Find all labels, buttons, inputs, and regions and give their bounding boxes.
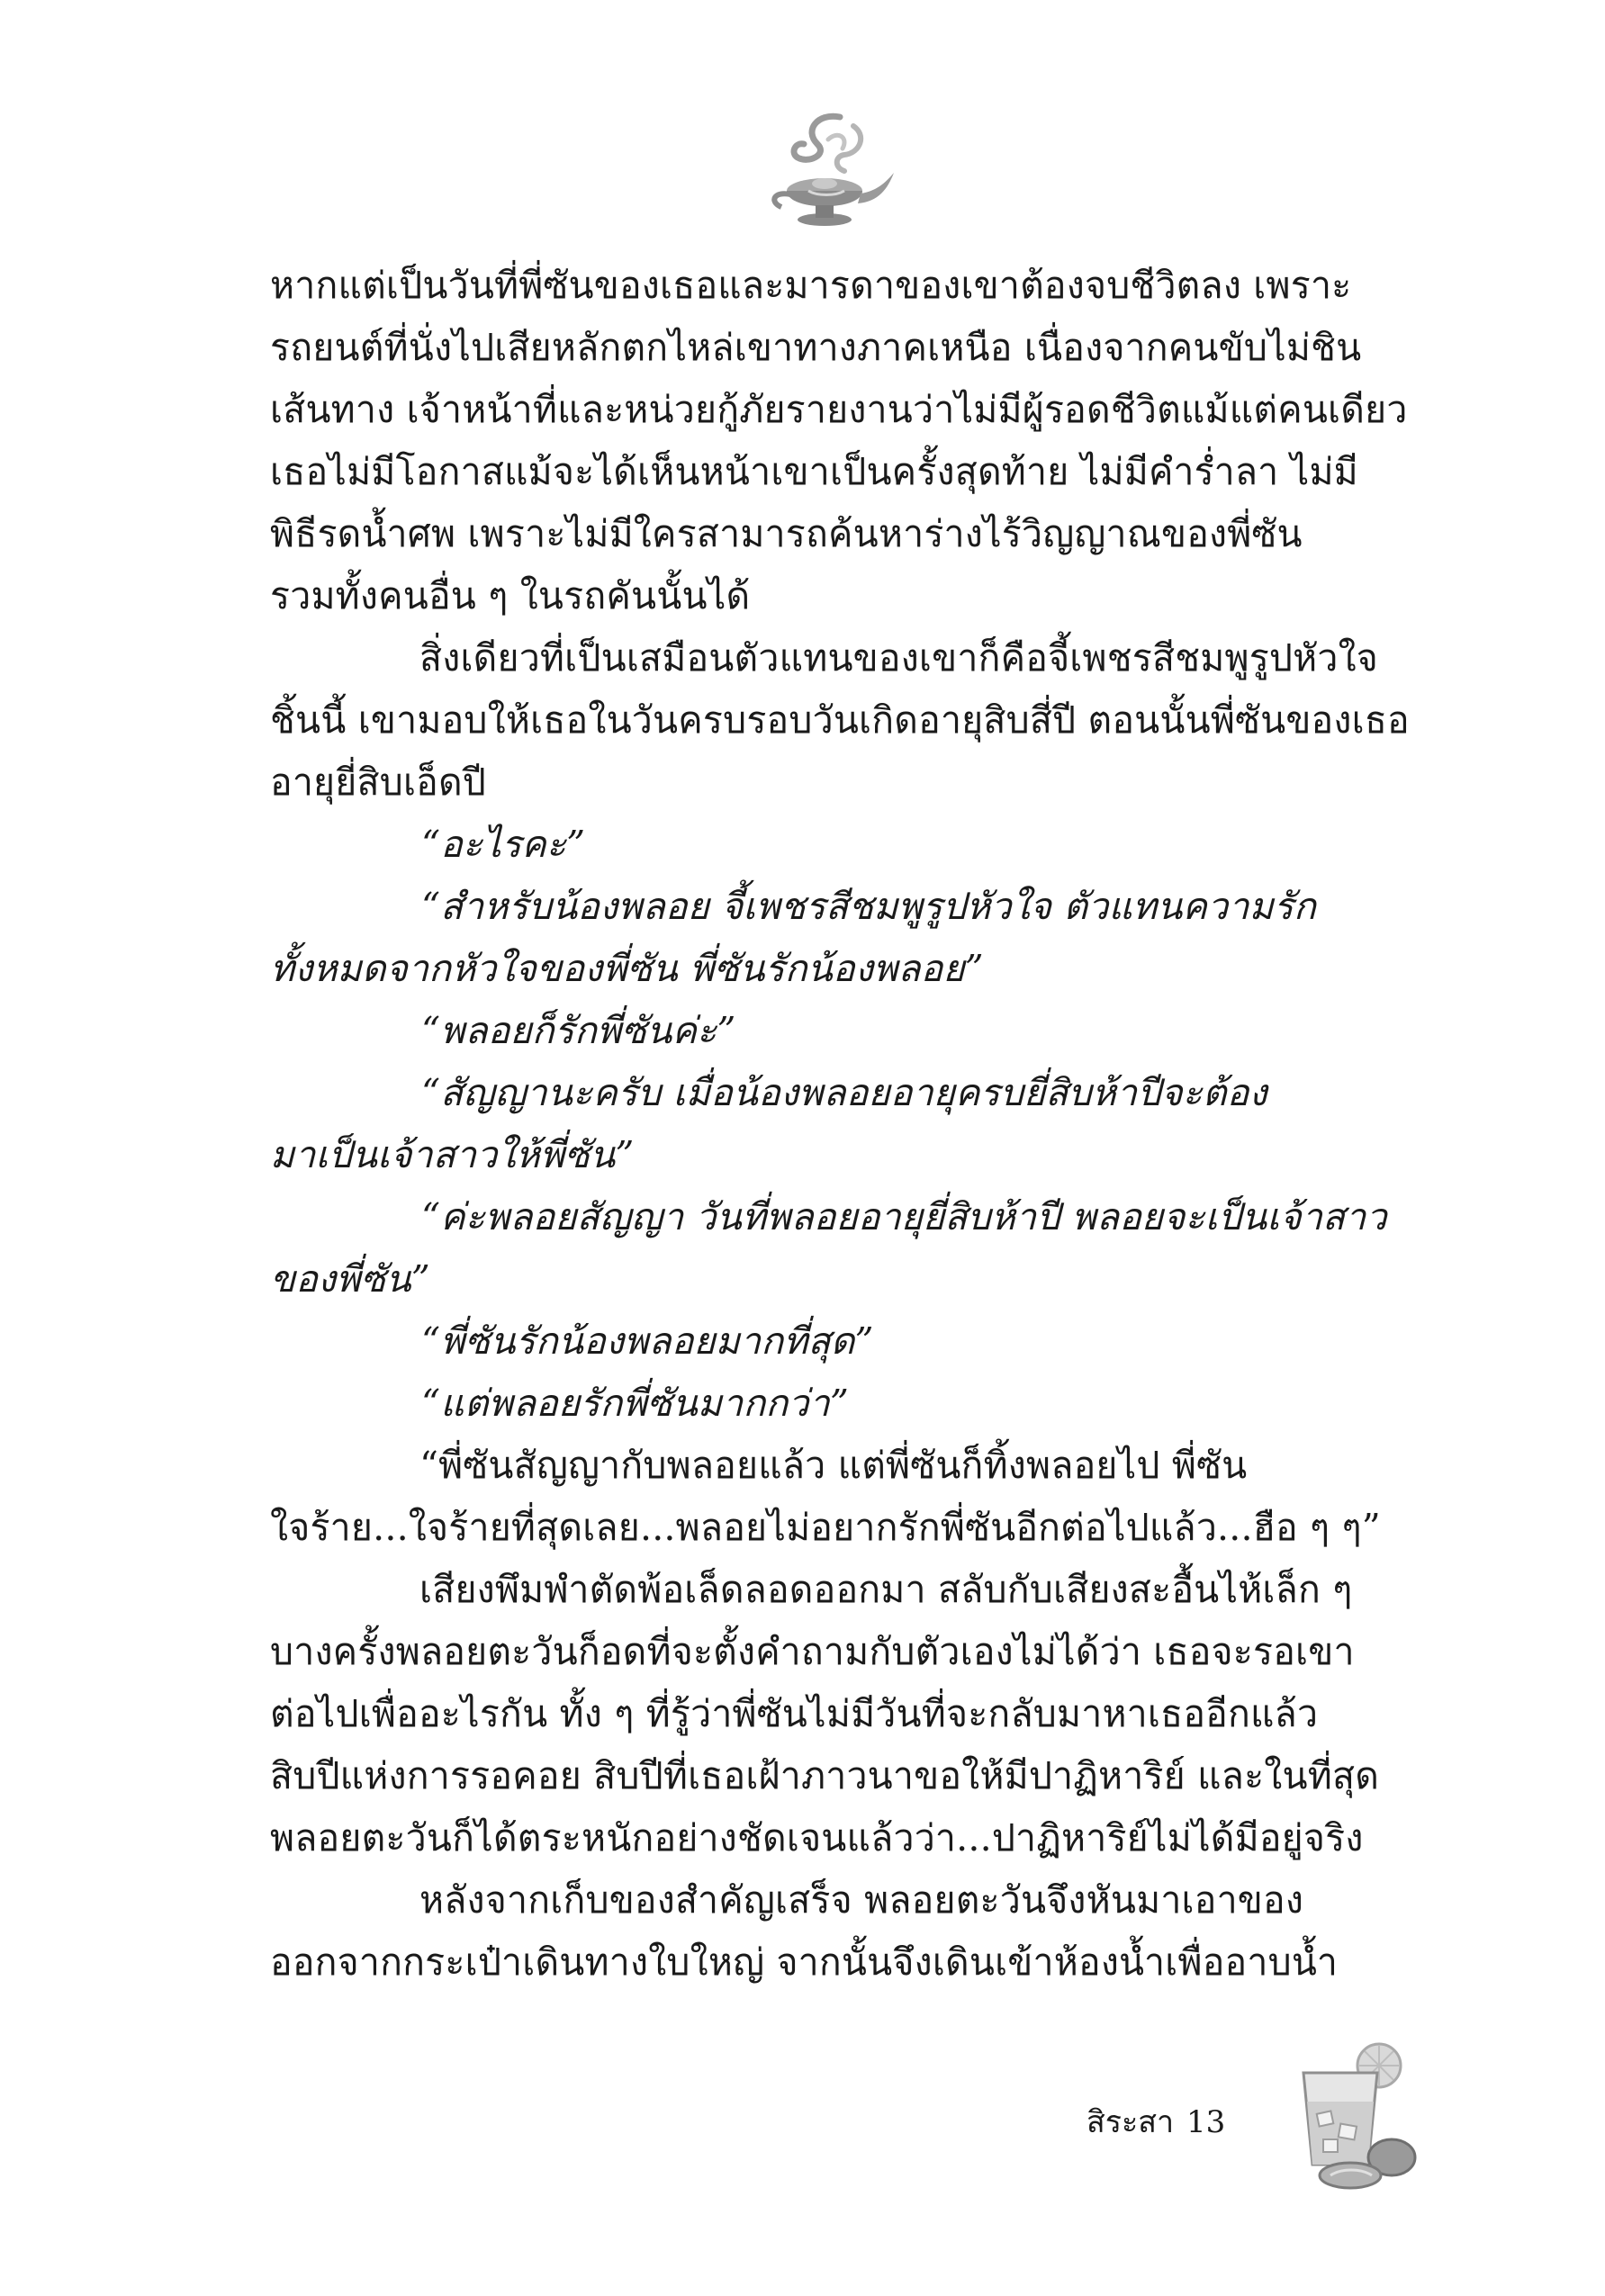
dialogue-paragraph: [270, 1435, 1413, 1559]
body-text: [270, 255, 1413, 1994]
dialogue-paragraph: [270, 1186, 1413, 1310]
paragraph: [270, 1869, 1413, 1994]
dialogue-paragraph: [270, 814, 1413, 876]
text-line: เธอไม่มีโอกาสแม้จะได้เห็นหน้าเขาเป็นครั้งสุดท้าย ไม่มีคำร่ำลา ไม่มี: [270, 450, 1358, 493]
text-line: สิบปีแห่งการรอคอย สิบปีที่เธอเฝ้าภาวนาขอให้มีปาฏิหาริย์ และในที่สุด: [270, 1754, 1380, 1797]
dialogue-line: “พลอยก็รักพี่ซันค่ะ”: [421, 1009, 736, 1052]
dialogue-line: “แต่พลอยรักพี่ซันมากกว่า”: [421, 1382, 850, 1425]
paragraph: [270, 627, 1413, 814]
dialogue-line: “สัญญานะครับ เมื่อน้องพลอยอายุครบยี่สิบห้าปีจะต้อง: [421, 1071, 1267, 1114]
dialogue-line: ทั้งหมดจากหัวใจของพี่ซัน พี่ซันรักน้องพลอย”: [270, 947, 984, 990]
text-line: หากแต่เป็นวันที่พี่ซันของเธอและมารดาของเขาต้องจบชีวิตลง เพราะ: [270, 264, 1352, 307]
dialogue-paragraph: [270, 876, 1413, 1000]
dialogue-paragraph: [270, 1310, 1413, 1373]
dialogue-line: “ค่ะพลอยสัญญา วันที่พลอยอายุยี่สิบห้าปี พลอยจะเป็นเจ้าสาว: [421, 1195, 1387, 1238]
dialogue-line: “อะไรคะ”: [421, 823, 586, 866]
magic-lamp-icon: [754, 108, 898, 239]
lemon-drink-icon: [1287, 2039, 1422, 2192]
dialogue-line: “สำหรับน้องพลอย จี้เพชรสีชมพูรูปหัวใจ ตัวแทนความรัก: [421, 885, 1317, 928]
text-line: ชิ้นนี้ เขามอบให้เธอในวันครบรอบวันเกิดอายุสิบสี่ปี ตอนนั้นพี่ซันของเธอ: [270, 698, 1410, 742]
text-line: ต่อไปเพื่ออะไรกัน ทั้ง ๆ ที่รู้ว่าพี่ซันไม่มีวันที่จะกลับมาหาเธออีกแล้ว: [270, 1692, 1319, 1735]
text-line: พิธีรดน้ำศพ เพราะไม่มีใครสามารถค้นหาร่างไร้วิญญาณของพี่ซัน: [270, 512, 1303, 555]
dialogue-line: ของพี่ซัน”: [270, 1257, 430, 1301]
dialogue-paragraph: [270, 1062, 1413, 1186]
paragraph: [270, 255, 1413, 627]
dialogue-line: “พี่ซันรักน้องพลอยมากที่สุด”: [421, 1319, 874, 1363]
dialogue-line: ใจร้าย...ใจร้ายที่สุดเลย...พลอยไม่อยากรักพี่ซันอีกต่อไปแล้ว...ฮือ ๆ ๆ”: [270, 1506, 1381, 1549]
text-line: อายุยี่สิบเอ็ดปี: [270, 761, 487, 804]
text-line: รวมทั้งคนอื่น ๆ ในรถคันนั้นได้: [270, 574, 751, 617]
text-line: เสียงพึมพำตัดพ้อเล็ดลอดออกมา สลับกับเสียงสะอื้นไห้เล็ก ๆ: [419, 1568, 1353, 1611]
page-number: 13: [1186, 2104, 1226, 2140]
text-line: บางครั้งพลอยตะวันก็อดที่จะตั้งคำถามกับตัวเองไม่ได้ว่า เธอจะรอเขา: [270, 1630, 1355, 1673]
book-title: สิระสา: [1087, 2104, 1175, 2140]
dialogue-line: มาเป็นเจ้าสาวให้พี่ซัน”: [270, 1133, 635, 1176]
paragraph: [270, 1559, 1413, 1869]
text-line: สิ่งเดียวที่เป็นเสมือนตัวแทนของเขาก็คือจี้เพชรสีชมพูรูปหัวใจ: [419, 636, 1379, 680]
text-line: เส้นทาง เจ้าหน้าที่และหน่วยกู้ภัยรายงานว่าไม่มีผู้รอดชีวิตแม้แต่คนเดียว: [270, 388, 1408, 431]
text-line: รถยนต์ที่นั่งไปเสียหลักตกไหล่เขาทางภาคเหนือ เนื่องจากคนขับไม่ชิน: [270, 326, 1362, 369]
dialogue-line: “พี่ซันสัญญากับพลอยแล้ว แต่พี่ซันก็ทิ้งพลอยไป พี่ซัน: [419, 1444, 1248, 1487]
dialogue-paragraph: [270, 1373, 1413, 1435]
dialogue-paragraph: [270, 1000, 1413, 1062]
text-line: หลังจากเก็บของสำคัญเสร็จ พลอยตะวันจึงหันมาเอาของ: [419, 1878, 1304, 1922]
text-line: ออกจากกระเป๋าเดินทางใบใหญ่ จากนั้นจึงเดินเข้าห้องน้ำเพื่ออาบน้ำ: [270, 1940, 1339, 1984]
text-line: พลอยตะวันก็ได้ตระหนักอย่างชัดเจนแล้วว่า...ปาฏิหาริย์ไม่ได้มีอยู่จริง: [270, 1816, 1364, 1859]
